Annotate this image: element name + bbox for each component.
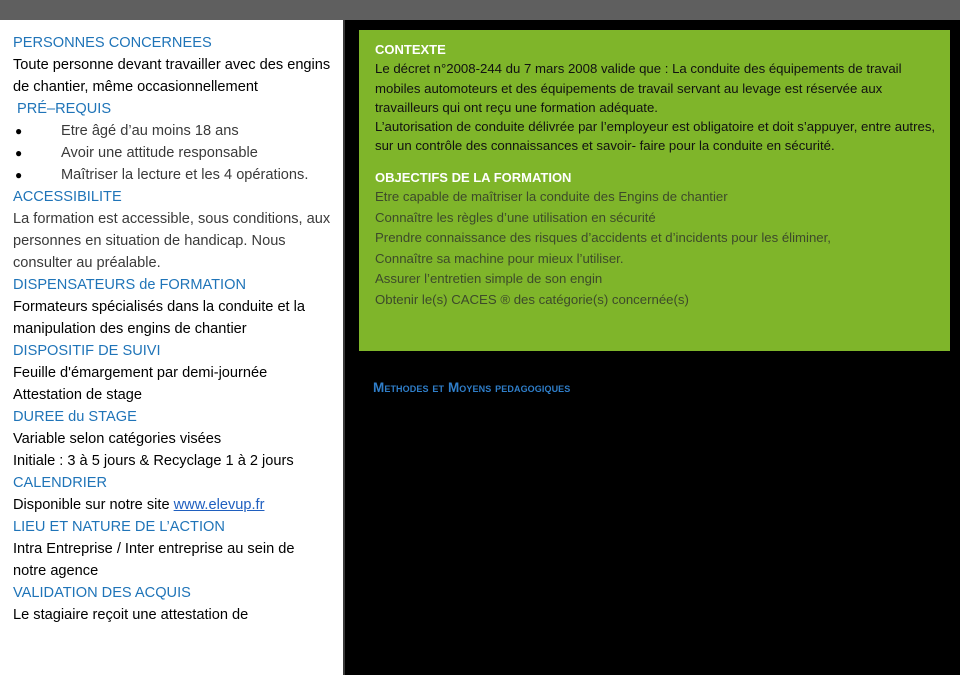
list-item: ● Avoir une attitude responsable: [13, 142, 331, 164]
list-item: ● Maîtriser la lecture et les 4 opérations.: [13, 164, 331, 186]
lieu-heading: LIEU ET NATURE DE L’ACTION: [13, 519, 225, 535]
contexte-heading: CONTEXTE: [375, 42, 446, 57]
lieu-text: Intra Entreprise / Inter entreprise au sein de notre agence: [13, 541, 295, 579]
list-item: Obtenir le(s) CACES ® des catégorie(s) concernée(s): [375, 291, 689, 307]
accessibilite-text: La formation est accessible, sous conditions, aux personnes en situation de handicap. Nous consulter au préalable.: [13, 211, 331, 271]
context-objectives-box: [359, 30, 950, 351]
suivi-line-1: Feuille d'émargement par demi-journée: [13, 365, 268, 381]
duree-heading: DUREE du STAGE: [13, 409, 137, 425]
suivi-line-2: Attestation de stage: [13, 387, 142, 403]
personnes-text: Toute personne devant travailler avec des engins de chantier, même occasionnellement: [13, 57, 331, 95]
personnes-heading: PERSONNES CONCERNEES: [13, 35, 212, 51]
bullet-icon: ●: [15, 146, 23, 160]
objectifs-heading: OBJECTIFS DE LA FORMATION: [375, 169, 572, 185]
validation-text: Le stagiaire reçoit une attestation de: [13, 607, 249, 623]
suivi-heading: DISPOSITIF DE SUIVI: [13, 343, 161, 359]
calendrier-heading: CALENDRIER: [13, 475, 108, 491]
duree-line-1: Variable selon catégories visées: [13, 431, 222, 447]
contexte-paragraph-1: Le décret n°2008-244 du 7 mars 2008 valide que : La conduite des équipements de travail mobiles automoteurs et des équipements de travail servant au levage est réservée aux travailleurs qui ont reçu une formation adéquate.: [375, 61, 902, 115]
accessibilite-heading: ACCESSIBILITE: [13, 189, 122, 205]
left-info-panel: [0, 20, 345, 675]
dispensateurs-heading: DISPENSATEURS de FORMATION: [13, 277, 246, 293]
list-item: Connaître sa machine pour mieux l’utiliser.: [375, 250, 624, 266]
list-item: Etre capable de maîtriser la conduite des Engins de chantier: [375, 189, 728, 205]
top-bar: [0, 0, 960, 20]
methodes-heading: Methodes et Moyens pedagogiques: [373, 380, 571, 395]
contexte-paragraph-2: L’autorisation de conduite délivrée par l’employeur est obligatoire et doit s’appuyer, entre autres, sur un contrôle des connaissances et savoir- faire pour la conduite en sécurité.: [375, 119, 936, 154]
bullet-icon: ●: [15, 124, 23, 138]
bullet-icon: ●: [15, 168, 23, 182]
list-item: Prendre connaissance des risques d’accidents et d’incidents pour les éliminer,: [375, 230, 831, 246]
validation-heading: VALIDATION DES ACQUIS: [13, 585, 191, 601]
calendrier-text: Disponible sur notre site www.elevup.fr: [13, 497, 265, 513]
prerequis-heading: PRÉ–REQUIS: [17, 101, 112, 117]
objectifs-list: [375, 187, 936, 310]
prerequis-list: [13, 120, 331, 186]
duree-line-2: Initiale : 3 à 5 jours & Recyclage 1 à 2 jours: [13, 453, 294, 469]
list-item: ● Etre âgé d’au moins 18 ans: [13, 120, 331, 142]
list-item: Assurer l’entretien simple de son engin: [375, 271, 603, 287]
website-link[interactable]: www.elevup.fr: [173, 497, 265, 513]
list-item: Connaître les règles d’une utilisation en sécurité: [375, 209, 656, 225]
dispensateurs-text: Formateurs spécialisés dans la conduite et la manipulation des engins de chantier: [13, 299, 306, 337]
